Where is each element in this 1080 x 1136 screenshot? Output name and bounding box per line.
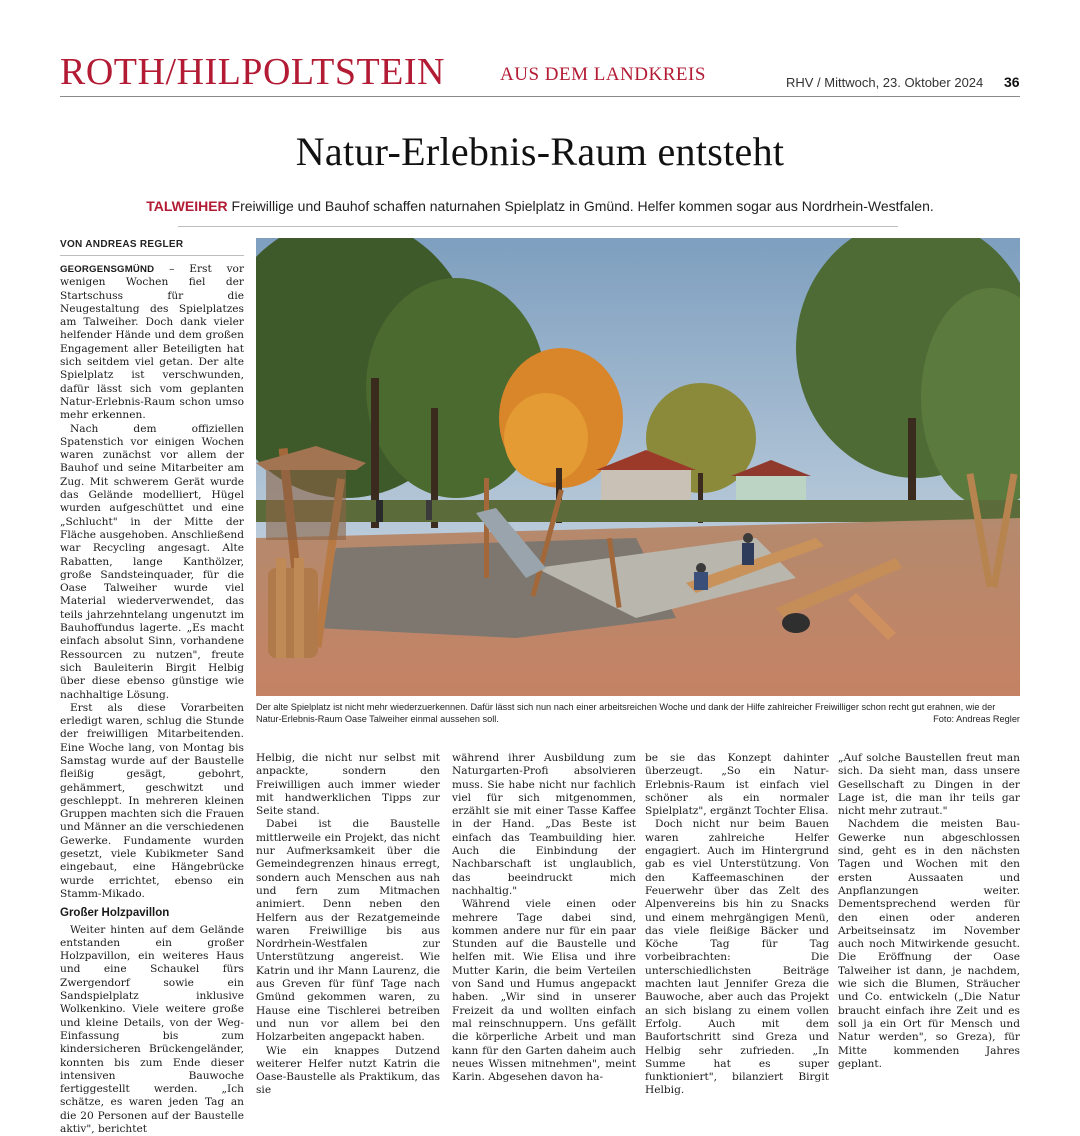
byline-rule	[60, 255, 244, 256]
issue-date: RHV / Mittwoch, 23. Oktober 2024	[786, 75, 984, 90]
paragraph: Während viele einen oder mehrere Tage dabei sind, kommen andere nur für ein paar Stunden auf die Baustelle und helfen mit. Wie Elisa und ihre Mutter Karin, die beim Verteilen von Sand und Humus angepackt haben. „Wir sind in unserer Freizeit da und wollten einfach mal reinschnuppern. Uns gefällt die körperliche Arbeit und man kann für den Garten daheim auch neues Wissen mitnehmen", meint Karin. Abgesehen davon ha-	[452, 898, 636, 1084]
paragraph: Dabei ist die Baustelle mittlerweile ein Projekt, das nicht nur Aufmerksamkeit über die Gemeindegrenzen hinaus erregt, sondern auch Menschen aus nah und fern zum Mitmachen animiert. Denn neben den Helfern aus der Rezatgemeinde waren Freiwillige bis aus Nordrhein-Westfalen zur Unterstützung angereist. Wie Katrin und ihr Mann Laurenz, die aus Greven für fünf Tage nach Gmünd gekommen waren, zu Hause eine Tischlerei betreiben und nun vor allem bei den Holzarbeiten angepackt haben.	[256, 818, 440, 1044]
paragraph: „Auf solche Baustellen freut man sich. Da sieht man, dass unsere Gesellschaft zu Dingen in der Lage ist, die man ihr teils gar nicht mehr zutraut."	[838, 752, 1020, 818]
paragraph: Wie ein knappes Dutzend weiterer Helfer nutzt Katrin die Oase-Baustelle als Praktikum, das sie	[256, 1044, 440, 1097]
column-5	[838, 752, 1020, 1071]
deck-rule	[178, 226, 898, 227]
column-3	[452, 752, 636, 1084]
playground-photo	[256, 238, 1020, 696]
dateline: GEORGENSGMÜND	[60, 264, 155, 275]
paragraph: Doch nicht nur beim Bauen waren zahlreiche Helfer engagiert. Auch im Hintergrund gab es viel Unterstützung. Von den Kaffeemaschinen der Feuerwehr über das Zelt des Alpenvereins bis hin zu Snacks und einem mehrgängigen Menü, das viele fleißige Bäcker und Köche Tag für Tag vorbeibrachten: Die unterschiedlichsten Beiträge machten laut Jennifer Greza die Bauwoche, aber auch das Projekt an sich bislang zu einem vollen Erfolg. Auch mit dem Baufortschritt sind Greza und Helbig sehr zufrieden. „In Summe hat es super funktioniert", bilanziert Birgit Helbig.	[645, 818, 829, 1097]
paragraph: Helbig, die nicht nur selbst mit anpackte, sondern den Freiwilligen auch immer wieder mit handwerklichen Tipps zur Seite stand.	[256, 752, 440, 818]
paragraph: Nach dem offiziellen Spatenstich vor einigen Wochen waren zunächst vor allem der Bauhof und seine Mitarbeiter am Zug. Mit schwerem Gerät wurde das Gelände modelliert, Hügel wurden aufgeschüttet und eine „Schlucht" in der Mitte der Fläche ausgehoben. Anschließend war Recycling angesagt. Alte Rabatten, lange Kanthölzer, große Sandsteinquader, für die Oase Talweiher wurde viel Material wiederverwendet, das teils jahrzehntelang ungenutzt im Bauhoffundus lagerte. „Es macht einfach absolut Sinn, vorhandene Ressourcen zu nutzen", freute sich Bauleiterin Birgit Helbig über diese ebenso günstige wie nachhaltige Lösung.	[60, 422, 244, 701]
paragraph: Nachdem die meisten Bau-Gewerke nun abgeschlossen sind, geht es in den nächsten Tagen und Wochen mit den ersten Aussaaten und Anpflanzungen weiter. Dementsprechend werden für den einen oder anderen Arbeitseinsatz im November auch noch Mitwirkende gesucht. Die Eröffnung der Oase Talweiher ist dann, je nachdem, wie sich die Blumen, Sträucher und Co. entwickeln („Die Natur braucht einfach ihre Zeit und es soll ja ein Ort für Mensch und Natur werden", so Greza), für Mitte kommenden Jahres geplant.	[838, 818, 1020, 1070]
paragraph: GEORGENSGMÜND – Erst vor wenigen Wochen fiel der Startschuss für die Neugestaltung des Spielplatzes am Talweiher. Doch dank vieler helfender Hände und dem großen Engagement aller Beteiligten hat sich seitdem viel getan. Der alte Spielplatz ist verschwunden, dafür lässt sich vom geplanten Natur-Erlebnis-Raum schon umso mehr erkennen.	[60, 263, 245, 422]
headline: Natur-Erlebnis-Raum entsteht	[295, 129, 785, 174]
photo-caption	[256, 701, 1020, 725]
byline: VON ANDREAS REGLER	[60, 239, 184, 250]
article-photo	[256, 238, 1020, 696]
paragraph: während ihrer Ausbildung zum Naturgarten-Profi absolvieren muss. Sie habe nicht nur fachlich viel für sich mitgenommen, erzählt sie mit einer Tasse Kaffee in der Hand. „Das Beste ist einfach das Teambuilding hier. Auch die Einbindung der Nachbarschaft ist unglaublich, das beeindruckt mich nachhaltig."	[452, 752, 636, 897]
paragraph: Weiter hinten auf dem Gelände entstanden ein großer Holzpavillon, ein weiteres Haus und eine Schaukel fürs Zwergendorf sowie ein Sandspielplatz inklusive Wolkenkino. Viele weitere große und kleine Details, von der Weg-Einfassung bis zum kindersicheren Brückengeländer, konnten bis zum Ende dieser intensiven Bauwoche fertiggestellt werden. „Ich schätze, es waren jeden Tag an die 20 Personen auf der Baustelle aktiv", berichtet	[60, 923, 244, 1135]
subheading: Großer Holzpavillon	[60, 907, 170, 920]
paragraph: be sie das Konzept dahinter überzeugt. „So ein Natur-Erlebnis-Raum ist einfach viel schöner als ein normaler Spielplatz", ergänzt Tochter Elisa.	[645, 752, 829, 818]
deck	[60, 198, 1020, 214]
masthead-rule	[60, 96, 1020, 97]
section-subtitle: AUS DEM LANDKREIS	[500, 64, 706, 85]
caption-text: Der alte Spielplatz ist nicht mehr wiederzuerkennen. Dafür lässt sich nun nach einer arbeitsreichen Woche und dank der Hilfe zahlreicher Freiwilliger schon recht gut erahnen, wie der Natur-Erlebnis-Raum Oase Talweiher einmal aussehen soll.	[256, 702, 996, 724]
section-title: ROTH/HILPOLTSTEIN	[60, 51, 445, 93]
column-2	[256, 752, 440, 1098]
page-number: 36	[1004, 74, 1020, 90]
kicker: TALWEIHER	[146, 198, 228, 214]
photo-credit: Foto: Andreas Regler	[933, 714, 1020, 724]
deck-text: Freiwillige und Bauhof schaffen naturnahen Spielplatz in Gmünd. Helfer kommen sogar aus Nordrhein-Westfalen.	[231, 198, 934, 214]
column-4	[645, 752, 829, 1098]
paragraph: Erst als diese Vorarbeiten erledigt waren, schlug die Stunde der freiwilligen Mitarbeitenden. Eine Woche lang, von Montag bis Samstag wurde auf der Baustelle fleißig gesägt, gebohrt, gehämmert, geschwitzt und geschleppt. In mehreren kleinen Gruppen machten sich die Frauen und Männer an die verschiedenen Gewerke. Fundamente wurden gesetzt, viele Kubikmeter Sand eingebaut, eine Hängebrücke wurde errichtet, ebenso ein Stamm-Mikado.	[60, 701, 244, 900]
column-1	[60, 263, 244, 1136]
